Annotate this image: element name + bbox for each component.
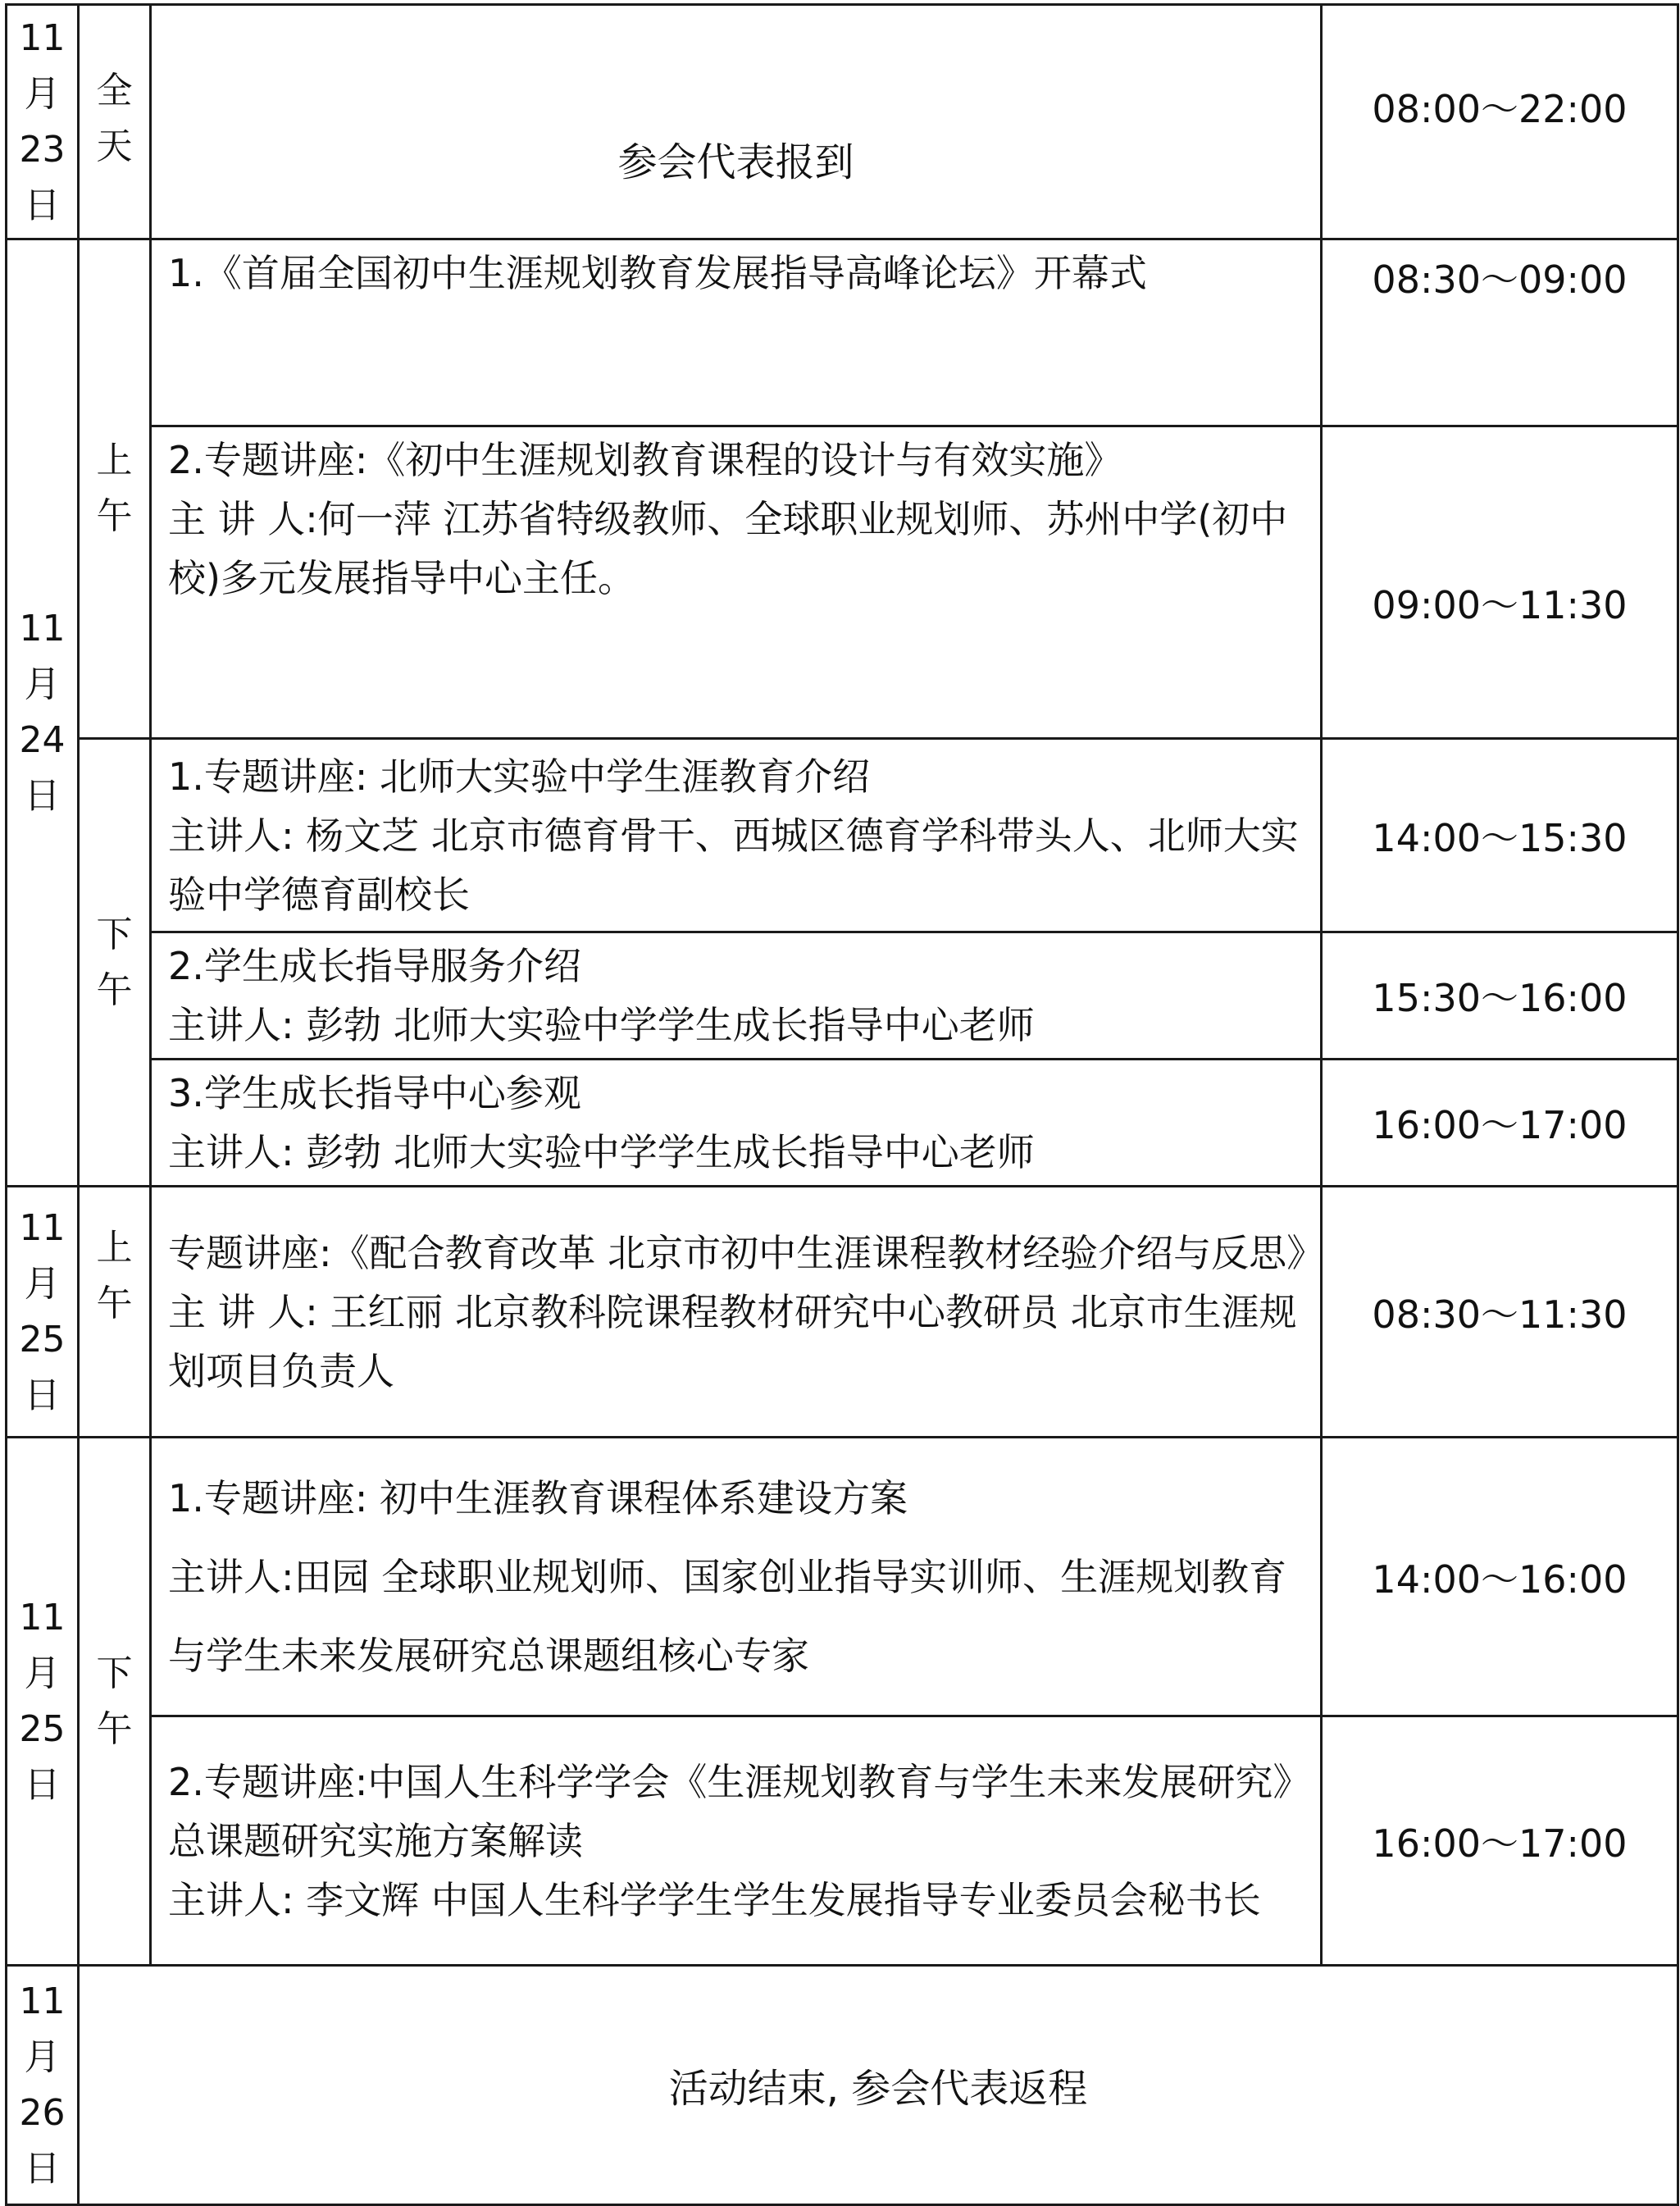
date-cell: 11 月 25 日 xyxy=(7,1187,79,1438)
event-time: 14:00～16:00 xyxy=(1322,1438,1678,1716)
table-row xyxy=(7,1187,1678,1438)
table-row xyxy=(7,1966,1678,2205)
event-time: 09:00～11:30 xyxy=(1322,426,1678,739)
period-cell: 下 午 xyxy=(79,1438,151,1966)
event-time: 14:00～15:30 xyxy=(1322,739,1678,932)
event-content: 3.学生成长指导中心参观 主讲人: 彭勃 北师大实验中学学生成长指导中心老师 xyxy=(151,1060,1322,1187)
period-cell: 上 午 xyxy=(79,239,151,739)
period-cell: 上 午 xyxy=(79,1187,151,1438)
date-cell: 11 月 24 日 xyxy=(7,239,79,1187)
table-row xyxy=(7,426,1678,739)
table-row xyxy=(7,739,1678,932)
event-time: 15:30～16:00 xyxy=(1322,932,1678,1060)
date-cell: 11 月 25 日 xyxy=(7,1438,79,1966)
date-cell: 11 月 26 日 xyxy=(7,1966,79,2205)
event-time: 08:00～22:00 xyxy=(1322,5,1678,239)
event-content: 2.专题讲座:中国人生科学学会《生涯规划教育与学生未来发展研究》总课题研究实施方案解读 主讲人: 李文辉 中国人生科学学生学生发展指导专业委员会秘书长 xyxy=(151,1716,1322,1966)
schedule-table xyxy=(5,3,1679,2206)
event-content: 活动结束, 参会代表返程 xyxy=(79,1966,1678,2205)
table-row xyxy=(7,1716,1678,1966)
event-time: 16:00～17:00 xyxy=(1322,1716,1678,1966)
event-time: 16:00～17:00 xyxy=(1322,1060,1678,1187)
event-content: 专题讲座:《配合教育改革 北京市初中生涯课程教材经验介绍与反思》 主 讲 人: 王红丽 北京教科院课程教材研究中心教研员 北京市生涯规划项目负责人 xyxy=(151,1187,1322,1438)
table-row xyxy=(7,239,1678,426)
event-time: 08:30～09:00 xyxy=(1322,239,1678,426)
event-content: 1.《首届全国初中生涯规划教育发展指导高峰论坛》开幕式 xyxy=(151,239,1322,426)
table-row xyxy=(7,1060,1678,1187)
event-content: 1.专题讲座: 北师大实验中学生涯教育介绍 主讲人: 杨文芝 北京市德育骨干、西城区德育学科带头人、北师大实验中学德育副校长 xyxy=(151,739,1322,932)
table-row xyxy=(7,932,1678,1060)
event-content: 2.专题讲座:《初中生涯规划教育课程的设计与有效实施》 主 讲 人:何一萍 江苏省特级教师、全球职业规划师、苏州中学(初中校)多元发展指导中心主任。 xyxy=(151,426,1322,739)
event-content: 1.专题讲座: 初中生涯教育课程体系建设方案 主讲人:田园 全球职业规划师、国家创业指导实训师、生涯规划教育与学生未来发展研究总课题组核心专家 xyxy=(151,1438,1322,1716)
date-cell: 11 月 23 日 xyxy=(7,5,79,239)
event-content: 2.学生成长指导服务介绍 主讲人: 彭勃 北师大实验中学学生成长指导中心老师 xyxy=(151,932,1322,1060)
period-cell: 下 午 xyxy=(79,739,151,1187)
table-row xyxy=(7,5,1678,239)
event-time: 08:30～11:30 xyxy=(1322,1187,1678,1438)
event-content: 参会代表报到 xyxy=(151,5,1322,239)
table-row xyxy=(7,1438,1678,1716)
period-cell: 全 天 xyxy=(79,5,151,239)
